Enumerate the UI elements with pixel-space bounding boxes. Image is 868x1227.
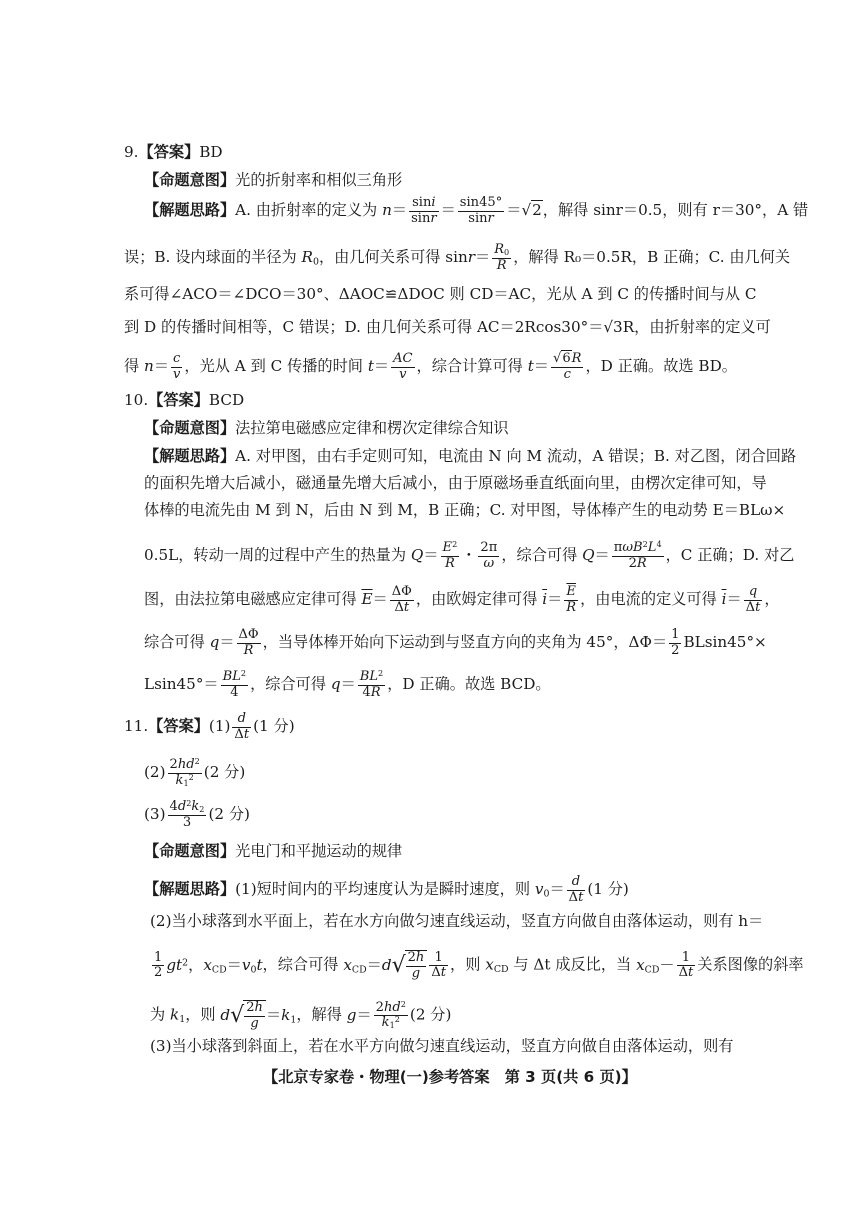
- q11-answer-line: 11.【答案】(1) $\frac{d}{\Delta t}$ (1 分): [124, 711, 295, 742]
- formula-avg-emf: $\overline{E}=$ $\frac{\Delta\Phi}{\Delta t}$: [361, 584, 412, 615]
- page-footer: 【北京专家卷・物理(一)参考答案 第 3 页(共 6 页)】: [263, 1068, 637, 1086]
- q11-idea-line-4: 为 $k_1$，则 d√ $\frac{2h}{g}$ $=k_1$，解得 g＝ $\frac{2hd^2}{k_1^2}$ (2 分): [150, 998, 452, 1031]
- formula-slope: d√ $\frac{2h}{g}$ $=k_1$: [220, 1000, 297, 1031]
- q10-intent: 法拉第电磁感应定律和楞次定律综合知识: [235, 419, 509, 437]
- q11-idea-line-2: (2)当小球落到水平面上，若在水方向做匀速直线运动，竖直方向做自由落体运动，则有 h＝: [150, 912, 764, 930]
- q11-idea-line-1: 【解题思路】(1)短时间内的平均速度认为是瞬时速度，则 $v_0=$ $\frac{d}{\Delta t}$ (1 分): [144, 874, 629, 905]
- q9-idea-line-3: 系可得∠ACO＝∠DCO＝30°、ΔAOC≌ΔDOC 则 CD＝AC，光从 A 到 C 的传播时间与从 C: [124, 285, 757, 303]
- q10-idea-line-4: 0.5L，转动一周的过程中产生的热量为 Q＝ $\frac{E^2}{R}$ ・ $\frac{2\pi}{\omega}$ ，综合可得 Q＝ $\pi\omega B^2L^4$ 2R ，C 正确；D. 对乙: [144, 538, 795, 571]
- formula-v0: $v_0=$ $\frac{d}{\Delta t}$: [534, 874, 584, 905]
- formula-n-cv: n＝ $\frac{c}{v}$: [144, 351, 181, 382]
- formula-refractive-index: n＝ $\frac{\sin i}{\sin r}$ ＝ $\frac{\sin 45^\circ}{\sin r}$ ＝√2: [382, 195, 542, 226]
- q9-idea-line-4: 到 D 的传播时间相等，C 错误；D. 由几何关系可得 AC＝2Rcos30°＝√3R，由折射率的定义可: [124, 318, 771, 336]
- q10-answer-line: 10.【答案】BCD: [124, 391, 245, 409]
- q9-idea-line-2: 误；B. 设内球面的半径为 $R_0$，由几何关系可得 sinr＝ $\frac{R_0}{R}$ ，解得 R₀＝0.5R，B 正确；C. 由几何关: [124, 242, 791, 273]
- q11-idea-line-3: $\frac{1}{2}$ $gt^2$，$x_{CD}=v_0t$，综合可得 $x_{CD}=d√$ $\frac{2h}{g}$ $\frac{1}{\Delta t}$ ，则 $x_{CD}$ 与 Δt 成反比，当 $x_{CD}-$ $\frac{1}{\Delta t}$ 关系图像的斜率: [150, 950, 804, 981]
- q9-intent-tag: 【命题意图】: [144, 171, 236, 189]
- formula-r: r＝30°: [712, 201, 762, 220]
- formula-delta-flux: ΔΦ＝ $\frac{1}{2}$: [628, 627, 680, 658]
- formula-R0: R₀＝0.5R: [563, 248, 632, 267]
- q10-idea-line-3: 体棒的电流先由 M 到 N，后由 N 到 M，B 正确；C. 对甲图，导体棒产生的电动势 E＝BLω×: [144, 501, 786, 519]
- formula-answer-2: $\frac{2hd^2}{k_1^2}$: [169, 755, 200, 788]
- q10-idea-line-7: Lsin45°＝ $\frac{BL^2}{4}$ ，综合可得 q＝ $\frac{BL^2}{4R}$ ，D 正确。故选 BCD。: [144, 667, 551, 700]
- formula-free-fall: $\frac{1}{2}$ $gt^2$，$x_{CD}=v_0t$: [154, 949, 263, 981]
- formula-heat: Q＝ $\frac{E^2}{R}$ ・ $\frac{2\pi}{\omega}$: [410, 538, 498, 571]
- formula-xcd: $x_{CD}=d√$ $\frac{2h}{g}$ $\frac{1}{\Delta t}$: [343, 949, 447, 981]
- q11-intent: 光电门和平抛运动的规律: [235, 842, 403, 860]
- formula-sin-r-ratio: sinr＝ $\frac{R_0}{R}$: [445, 242, 510, 273]
- q10-answer: BCD: [208, 391, 245, 409]
- q11-intent-line: 【命题意图】光电门和平抛运动的规律: [144, 842, 403, 860]
- q10-idea-line-6: 综合可得 q＝ $\frac{\Delta\Phi}{R}$ ，当导体棒开始向下运动到与竖直方向的夹角为 45°，ΔΦ＝ $\frac{1}{2}$ BLsin45°×: [144, 627, 767, 658]
- q11-answer-3: (3) $\frac{4d^2k_2}{3}$ (2 分): [144, 797, 250, 830]
- q9-intent-line: [144, 171, 402, 190]
- q9-answer-line: [124, 143, 223, 162]
- q10-idea-line-2: 的面积先增大后减小，磁通量先增大后减小，由于原磁场垂直纸面向里，由楞次定律可知，导: [144, 474, 767, 492]
- formula-heat-result: Q＝ $\pi\omega B^2L^4$ 2R: [582, 538, 662, 571]
- q9-intent: 光的折射率和相似三角形: [235, 171, 403, 189]
- formula-charge: q＝ $\frac{\Delta\Phi}{R}$: [209, 627, 259, 658]
- q9-answer-tag: 【答案】: [138, 143, 200, 161]
- q9-idea-line-1: 【解题思路】A. 由折射率的定义为 n＝ $\frac{\sin i}{\sin r}$ ＝ $\frac{\sin 45^\circ}{\sin r}$ ＝√2，解得 sinr＝0.5，则有 r＝30°，A 错: [144, 195, 809, 226]
- formula-t-result: t＝ $\frac{√6R}{c}$: [527, 351, 582, 382]
- q10-idea-line-1: 【解题思路】A. 对甲图，由右手定则可知，电流由 N 向 M 流动，A 错误；B. 对乙图，闭合回路: [144, 447, 797, 465]
- formula-charge-result: q＝ $\frac{BL^2}{4R}$: [330, 667, 384, 700]
- q9-idea-line-5: 得 n＝ $\frac{c}{v}$ ，光从 A 到 C 传播的时间 t＝ $\frac{AC}{v}$ ，综合计算可得 t＝ $\frac{√6R}{c}$ ，D 正确。故选 BD。: [124, 351, 737, 382]
- q11-idea-line-5: (3)当小球落到斜面上，若在水平方向做匀速直线运动，竖直方向做自由落体运动，则有: [150, 1037, 734, 1055]
- formula-current-def: $\overline{i}=$ $\frac{q}{\Delta t}$ ，: [721, 584, 780, 615]
- formula-g: g＝ $\frac{2hd^2}{k_1^2}$: [346, 998, 406, 1031]
- formula-answer-3: $\frac{4d^2k_2}{3}$: [169, 797, 205, 830]
- formula-avg-current: $\overline{i}=$ $\frac{\overline{E}}{R}$: [542, 584, 577, 615]
- q9-idea-tag: 【解题思路】: [144, 201, 236, 220]
- formula-flux-value: $\frac{BL^2}{4}$: [222, 667, 247, 700]
- q9-number: 9.: [124, 143, 139, 161]
- q10-intent-line: 【命题意图】法拉第电磁感应定律和楞次定律综合知识: [144, 419, 509, 437]
- formula-sin-r: sinr＝0.5: [593, 201, 663, 220]
- q11-answer-2: (2) $\frac{2hd^2}{k_1^2}$ (2 分): [144, 755, 246, 788]
- formula-answer-1: $\frac{d}{\Delta t}$: [234, 711, 250, 742]
- formula-relation: $x_{CD}-$ $\frac{1}{\Delta t}$: [636, 949, 694, 981]
- formula-t-ac: t＝ $\frac{AC}{v}$: [367, 351, 413, 382]
- q10-idea-line-5: 图，由法拉第电磁感应定律可得 $\overline{E}=$ $\frac{\Delta\Phi}{\Delta t}$ ，由欧姆定律可得 $\overline{i}=$ $\frac{\overline{E}}{R}$ ，由电流的定义可得 $\overline{i}=$ $\frac{q}{\Delta t}$ ，: [144, 584, 780, 615]
- q9-answer: BD: [199, 143, 223, 161]
